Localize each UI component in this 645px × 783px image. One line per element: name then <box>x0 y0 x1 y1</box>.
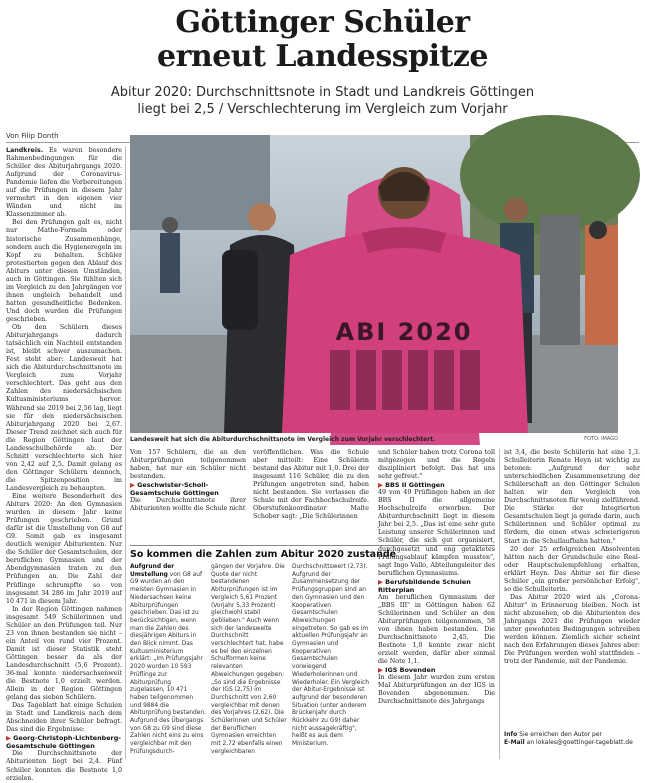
subhead-line-1: Abitur 2020: Durchschnittsnote in Stadt und Landkreis Göttingen <box>110 85 535 100</box>
paragraph: ist 3,4, die beste Schülerin hat eine 1,3. Schulleiterin Renate Heyn ist wichtig zu betonen: „Aufgrund der sehr unterschiedlichen Zusammensetzung der Schülerschaft an den Göttinger Schulen halten wir den Vergleich von Durchschnittsnoten für wenig zielführend. Die Stärke der Integrierten Gesamtschulen liegt ja gerade darin, auch Schülerinnen und Schüler optimal zu fördern, die einen etwas schwierigeren Start in die Schullaufbahn hatten." <box>504 449 640 545</box>
subheading-text: Berufsbildende Schulen Ritterplan <box>378 577 471 594</box>
info-label: Info <box>504 731 518 738</box>
triangle-bullet-icon: ▶ <box>378 481 383 490</box>
article-photo <box>130 135 618 433</box>
hoodie-text: ABI 2020 <box>335 318 473 346</box>
article-column-4 <box>378 449 495 759</box>
infobox-column-1 <box>130 564 206 759</box>
subheading-text: IGS Bovenden <box>385 666 436 675</box>
email-label: E-Mail <box>504 738 525 746</box>
school-subheading <box>6 734 122 750</box>
headline <box>0 6 645 74</box>
triangle-bullet-icon: ▶ <box>378 666 383 675</box>
article-column-5 <box>504 449 640 729</box>
lead-place: Landkreis. <box>6 147 44 154</box>
headline-line-2: erneut Landesspitze <box>157 39 488 74</box>
infobox-column-2 <box>211 564 287 759</box>
subhead-line-2: liegt bei 2,5 / Verschlechterung im Vergleich zum Vorjahr <box>137 102 508 117</box>
paragraph: veröffentlichen. Was die Schule aber mitteilt: Eine Schülerin bestand das Abitur mit 1,0. Drei der insgesamt 116 Schüler, die zu den Prüfungen angetreten sind, haben nicht bestanden. Sie verlassen die Schule mit der Fachhochschulreife. Oberstufenkoordinator Malte Schober sagt: „Die Schülerinnen <box>253 449 369 521</box>
infobox-top-rule <box>130 545 495 546</box>
byline: Von Filip Donth <box>6 132 59 140</box>
paragraph: Das Abitur 2020 wird als „Corona-Abitur" in Erinnerung bleiben. Noch ist nicht abzusehen, ob die Abiturienten des Jahrgangs 2021 die Prüfungen wieder unter gewohnten Bedingungen schreiben werden können. Ziemlich sicher scheint nach den Erfahrungen dieses Jahres aber: Die Prüfungen werden wohl stattfinden – trotz der Pandemie, mit der Pandemie. <box>504 593 640 666</box>
subheading-text: Georg-Christoph-Lichtenberg-Gesamtschule Göttingen <box>6 734 121 751</box>
author-contact <box>504 731 642 746</box>
infobox-lead: Aufgrund der Umstellung <box>130 564 175 578</box>
infobox-column-3 <box>292 564 370 759</box>
paragraph: Es waren besondere Rahmenbedingungen für die Schüler des Abiturjahrgangs 2020. Aufgrund der Coronavirus-Pandemie liefen die Vorbereitungen auf die Prüfungen in diesem Jahr vermehrt in den eigenen vier Wänden und nicht im Klassenzimmer ab. <box>6 147 122 219</box>
article-column-3 <box>253 449 369 541</box>
caption-text: Landesweit hat sich die Abiturdurchschnittsnote im Vergleich zum Vorjahr verschlechtert. <box>130 436 436 443</box>
school-subheading <box>130 481 246 497</box>
paragraph: Das Tageblatt hat einige Schulen in Stadt und Landkreis nach dem Abschneiden ihrer Schüler befragt. Das sind die Ergebnisse: <box>6 702 122 734</box>
paragraph: Die Durchschnittsnote der Abiturienten liegt bei 2,4. Fünf Schüler konnten die Bestnote 1,0 erzielen. <box>6 750 122 782</box>
infobox-text: Durchschnittswert (2,73). Aufgrund der Zusammensetzung der Prüfungsgruppen sind an den Gymnasien und den Kooperativen Gesamtschulen Abweichungen eingetreten. So gab es im aktuellen Prüfungsjahr an Gymnasien und Kooperativen Gesamtschulen vorwiegend Wiederholerinnen und Wiederholer. Ein Vergleich der Abitur-Ergebnisse ist aufgrund der besonderen Situation (unter anderem Brückenjahr durch Rückkehr zu G9) daher nicht aussagekräftig", heißt es aus dem Ministerium. <box>292 564 369 748</box>
photo-credit: FOTO: IMAGO <box>584 436 618 442</box>
paragraph: Die Durchschnittsnote ihrer Abiturienten wollte die Schule nicht <box>130 497 246 513</box>
infobox-text: gängen der Vorjahre. Die Quote der nicht bestandenen Abiturprüfungen ist im Vergleich 5,61 Prozent (Vorjahr 5,33 Prozent) gleichwohl stabil geblieben." Auch wenn sich der landesweite Durchschnitt verschlechtert hat, habe es bei den einzelnen Schulformen keine relevanten Abweichungen gegeben: „So sind die Ergebnisse der IGS (2,75) im Durchschnitt von 2,60 vergleichbar mit denen des Vorjahres (2,62). Die Schülerinnen und Schüler der Beruflichen Gymnasien erreichten mit 2,72 ebenfalls einen vergleichbaren <box>211 564 287 755</box>
paragraph: 20 der 25 erfolgreichen Absolventen hätten nach der Grundschule eine Real- oder Hauptschulempfehlung erhalten, erklärt Heyn. Das Abitur sei für diese Schüler „ein großer persönlicher Erfolg", so die Schulleiterin. <box>504 545 640 593</box>
paragraph: Am beruflichen Gymnasium der „BBS III" in Göttingen haben 62 Schülerinnen und Schüler an den Abiturprüfungen teilgenommen, 58 von ihnen haben bestanden. Die Durchschnittsnote 2,45. Die Bestnote 1,0 konnte zwar nicht erzielt werden, dafür aber einmal die Note 1,1. <box>378 593 495 666</box>
school-subheading <box>378 578 495 594</box>
paragraph: 49 von 49 Prüflingen haben an der BBS II die allgemeine Hochschulreife erworben. Der Abiturdurchschnitt liegt in diesem Jahr bei 2,5. „Das ist eine sehr gute Leistung unserer Schülerinnen und Schüler, die sich gut organisiert, durchgesetzt und eng getaktetes Prüfungsablauf kämpfen mussten", sagt Ingo Vallo, Abteilungsleiter des beruflichen Gymnasiums. <box>378 489 495 577</box>
paragraph: Eine weitere Besonderheit des Abiturs 2020: An den Gymnasien wurden in diesem Jahr keine Prüfungen geschrieben. Grund dafür ist die Umstellung von G8 auf G9. Somit gab es insgesamt deutlich weniger Abiturienten. Nur die Schüler der Gesamtschulen, der beruflichen Gymnasien und der Abendgymnasien traten zu den Prüfungen an. Die Zahl der Prüflinge schrumpfte so von insgesamt 34 286 im Jahr 2019 auf 10 471 in diesem Jahr. <box>6 493 122 605</box>
paragraph: Ob den Schülern dieses Abiturjahrgangs dadurch tatsächlich ein Nachteil entstanden ist, bleibt schwer auszumachen. Fest steht aber: Landesweit hat sich die Abiturdurchschnittsnote im Vergleich zum Vorjahr verschlechtert. Das geht aus den Zahlen des niedersächsischen Kultusministeriums hervor. Während sie 2019 bei 2,56 lag, liegt sie für den niedersächsischen Abiturjahrgang 2020 bei 2,67. Dieser Trend zeichnet sich auch für die Region Göttingen laut der Landesschulbehörde ab. Der Schnitt verschlechterte sich hier von 2,42 auf 2,5. Damit gelang es den Göttinger Schülern dennoch, die Spitzenposition im Landesvergleich zu behaupten. <box>6 324 122 492</box>
subheading-text: BBS II Göttingen <box>385 481 445 490</box>
triangle-bullet-icon: ▶ <box>378 577 383 586</box>
subhead <box>40 84 605 118</box>
article-column-2 <box>130 449 246 541</box>
infobox-text: von G8 auf G9 wurden an den meisten Gymnasien in Niedersachsen keine Abiturprüfungen geschrieben. Das ist zu berücksichtigen, wenn man die Zahlen des diesjährigen Abiturs in den Blick nimmt. Das Kultusministerium erklärt: „Im Prüfungsjahr 2020 wurden 10 593 Prüflinge zur Abiturprüfung zugelassen, 10 471 haben teilgenommen und 9884 die Abiturprüfung bestanden. Aufgrund des Übergangs von G8 zu G9 sind diese Zahlen nicht eins zu eins vergleichbar mit den Prüfungsdurch- <box>130 571 206 755</box>
infobox-title: So kommen die Zahlen zum Abitur 2020 zustande <box>130 549 397 560</box>
paragraph: Von 157 Schülern, die an den Abiturprüfungen teilgenommen haben, hat nur ein Schüler nicht bestanden. <box>130 449 246 481</box>
school-subheading <box>378 666 495 674</box>
column-divider <box>125 147 126 759</box>
paragraph: Bei den Prüfungen galt es, nicht nur Mathe-Formeln oder historische Zusammenhänge, sondern auch die Hygieneregeln im Kopf zu behalten. Schüler protestierten gegen den Ablauf des Abiturs unter diesen Umständen, auch in Göttingen. Sie fühlten sich im Vergleich zu den Jahrgängen vor ihnen ungleich behandelt und hatten gesundheitliche Bedenken. Und doch wurden die Prüfungen geschrieben. <box>6 219 122 323</box>
article-column-1 <box>6 147 122 782</box>
students-photo-illustration <box>130 135 618 433</box>
headline-line-1: Göttinger Schüler <box>175 5 470 40</box>
info-text: Sie erreichen den Autor per <box>519 731 602 738</box>
school-subheading <box>378 481 495 489</box>
triangle-bullet-icon: ▶ <box>6 734 11 743</box>
lead-paragraph <box>6 147 122 219</box>
paragraph: In diesem Jahr wurden zum ersten Mal Abiturprüfungen an der IGS in Bovenden abgenommen. Die Durchschnittsnote des Jahrgangs <box>378 674 495 706</box>
subheading-text: Geschwister-Scholl-Gesamtschule Göttingen <box>130 481 219 498</box>
author-email-link[interactable]: an lokales@goettinger-tageblatt.de <box>526 738 633 746</box>
triangle-bullet-icon: ▶ <box>130 481 135 490</box>
paragraph: und Schüler haben trotz Corona toll mitgezogen und die Regeln diszipliniert befolgt. Das hat uns sehr gefreut." <box>378 449 495 481</box>
column-divider <box>499 449 500 759</box>
photo-caption <box>130 436 618 443</box>
paragraph: In der Region Göttingen nahmen insgesamt 549 Schülerinnen und Schüler an den Prüfungen teil. Nur 23 von ihnen bestanden sie nicht – ein Anteil von rund vier Prozent. Damit ist dieser Statistik steht Göttingen besser da als der Landesdurchschnitt (5,6 Prozent). 36-mal konnte niedersachsenweit die Bestnote 1,0 erzielt werden. Allein in der Region Göttingen gelang das sieben Schülern. <box>6 605 122 702</box>
